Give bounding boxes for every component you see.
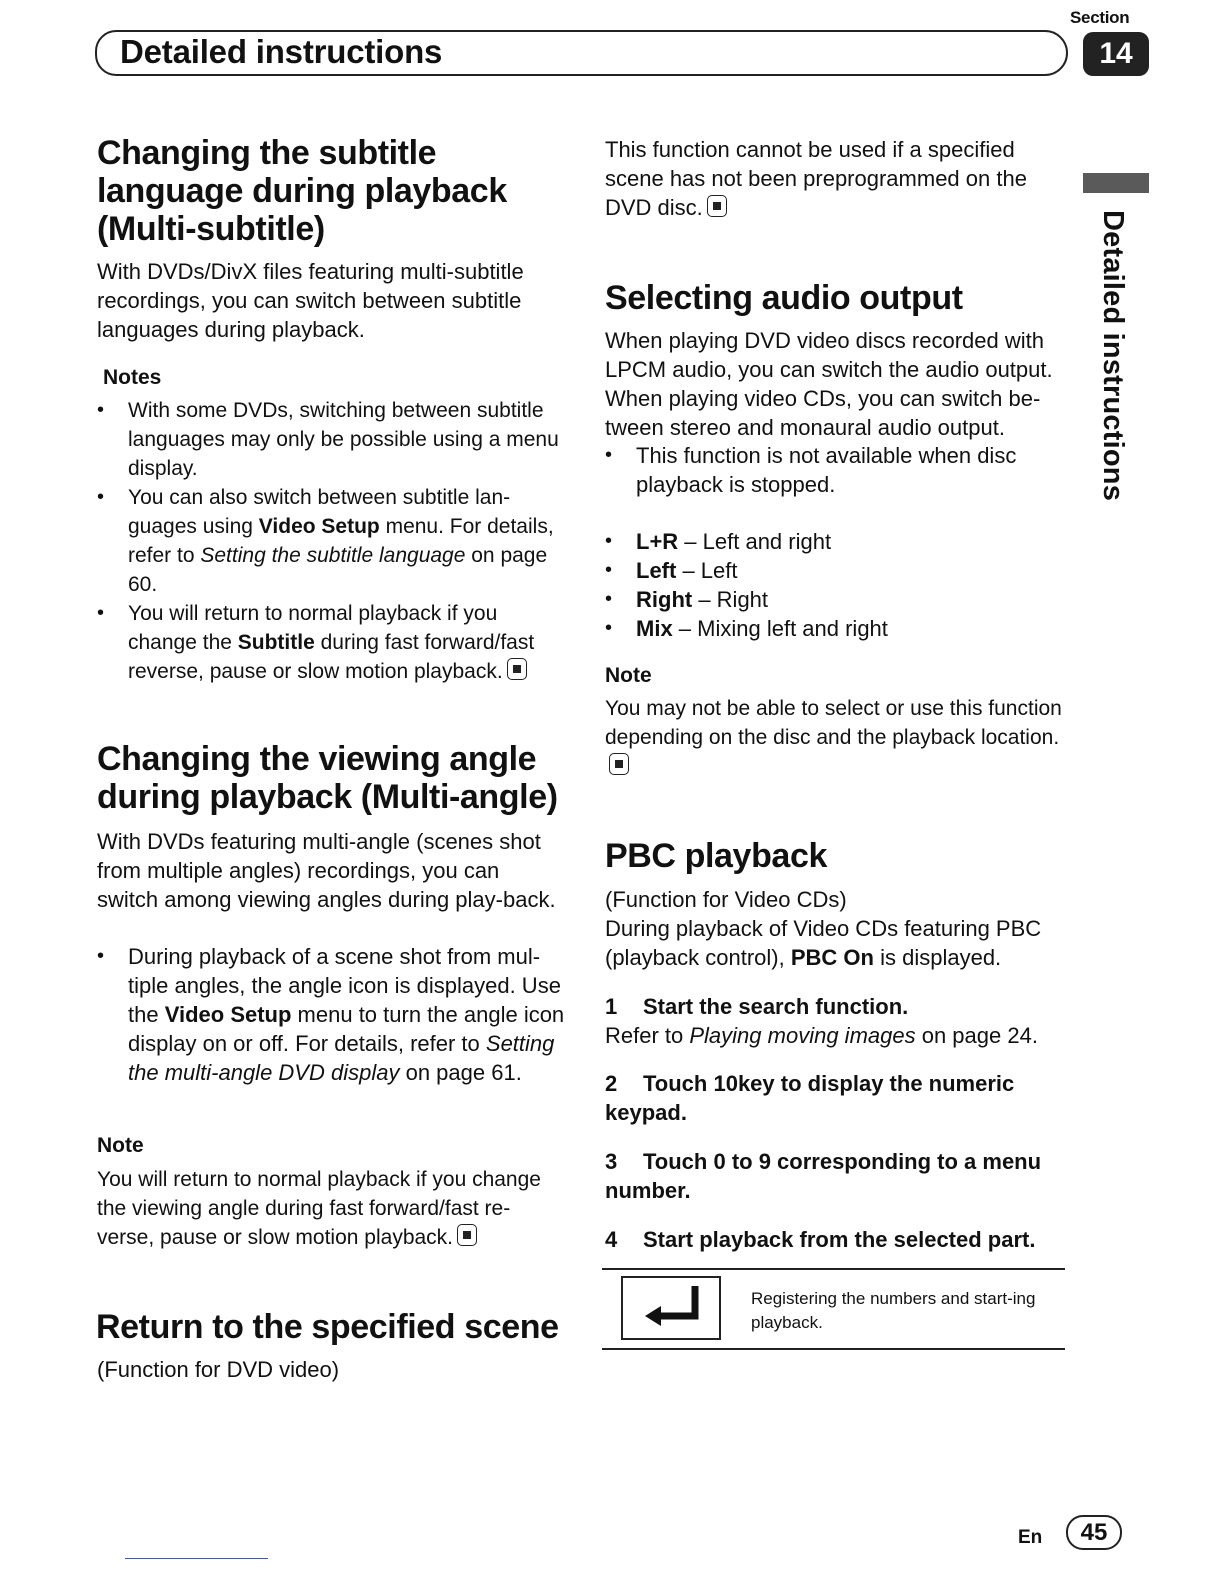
step-1-reference: Refer to Playing moving images on page 24. <box>605 1023 1038 1048</box>
stop-icon <box>457 1224 477 1246</box>
list-item: • With some DVDs, switching between subtitle languages may only be possible using a menu display. <box>97 396 567 483</box>
table-top-rule <box>602 1268 1065 1270</box>
subtitle-notes-list <box>97 396 567 686</box>
angle-heading: Changing the viewing angle during playback (Multi-angle) <box>97 740 558 816</box>
subtitle-notes-title: Notes <box>103 366 162 389</box>
audio-heading: Selecting audio output <box>605 279 963 317</box>
list-item: • Mix – Mixing left and right <box>605 614 1045 643</box>
pbc-heading: PBC playback <box>605 837 827 875</box>
list-item: • During playback of a scene shot from mul-tiple angles, the angle icon is displayed. Use the Video Setup menu to turn the angle icon display on or off. For details, refer to Setting the multi-angle DVD display on page 61. <box>97 942 567 1087</box>
stop-icon <box>507 658 527 680</box>
section-tab-icon <box>1083 173 1149 193</box>
pbc-function-line: (Function for Video CDs) <box>605 887 847 912</box>
side-tab-label: Detailed instructions <box>1097 210 1129 502</box>
list-item: • L+R – Left and right <box>605 527 1045 556</box>
list-item: • You can also switch between subtitle lan-guages using Video Setup menu. For details, refer to Setting the subtitle language on page 60. <box>97 483 567 599</box>
enter-key-icon <box>621 1276 721 1340</box>
return-intro: (Function for DVD video) <box>97 1357 340 1382</box>
section-label: Section <box>1070 8 1130 27</box>
enter-key-caption: Registering the numbers and start-ing playback. <box>751 1289 1036 1332</box>
subtitle-heading: Changing the subtitle language during playback (Multi-subtitle) <box>97 134 507 248</box>
page-title: Detailed instructions <box>120 33 443 70</box>
list-item: • Left – Left <box>605 556 1045 585</box>
angle-note-title: Note <box>97 1134 144 1157</box>
angle-bullet-list <box>97 942 567 1087</box>
list-item: • Right – Right <box>605 585 1045 614</box>
step-2: 2 Touch 10key to display the numeric keypad. <box>605 1071 1015 1125</box>
pbc-intro: During playback of Video CDs featuring PBC (playback control), PBC On is displayed. <box>605 916 1042 970</box>
stop-icon <box>707 195 727 217</box>
audio-options-list <box>605 527 1045 643</box>
audio-intro: When playing DVD video discs recorded with LPCM audio, you can switch the audio output. When playing video CDs, you can switch be-tween stereo and monaural audio output. <box>605 328 1053 440</box>
page-number: 45 <box>1066 1515 1122 1550</box>
list-item: • You will return to normal playback if you change the Subtitle during fast forward/fast reverse, pause or slow motion playback. <box>97 599 567 686</box>
table-bottom-rule <box>602 1348 1065 1350</box>
section-number-badge: 14 <box>1083 32 1149 76</box>
step-4: 4 Start playback from the selected part. <box>605 1227 1036 1252</box>
return-continued: This function cannot be used if a specified scene has not been preprogrammed on the DVD disc. <box>605 137 1027 220</box>
audio-bullet-list <box>605 441 1045 499</box>
footer-line <box>125 1558 268 1559</box>
audio-note: You may not be able to select or use this function depending on the disc and the playback location. <box>605 694 1075 781</box>
step-3: 3 Touch 0 to 9 corresponding to a menu number. <box>605 1149 1042 1203</box>
list-item: • This function is not available when disc playback is stopped. <box>605 441 1045 499</box>
return-heading: Return to the specified scene <box>96 1308 559 1346</box>
angle-intro: With DVDs featuring multi-angle (scenes shot from multiple angles) recordings, you can switch among viewing angles during play-back. <box>97 829 556 912</box>
language-code: En <box>1018 1527 1043 1548</box>
step-1: 1 Start the search function. <box>605 994 909 1019</box>
audio-note-title: Note <box>605 664 652 687</box>
stop-icon <box>609 753 629 775</box>
angle-note: You will return to normal playback if you change the viewing angle during fast forward/fast re-verse, pause or slow motion playback. <box>97 1168 541 1249</box>
subtitle-intro: With DVDs/DivX files featuring multi-subtitle recordings, you can switch between subtitle languages during playback. <box>97 259 524 342</box>
